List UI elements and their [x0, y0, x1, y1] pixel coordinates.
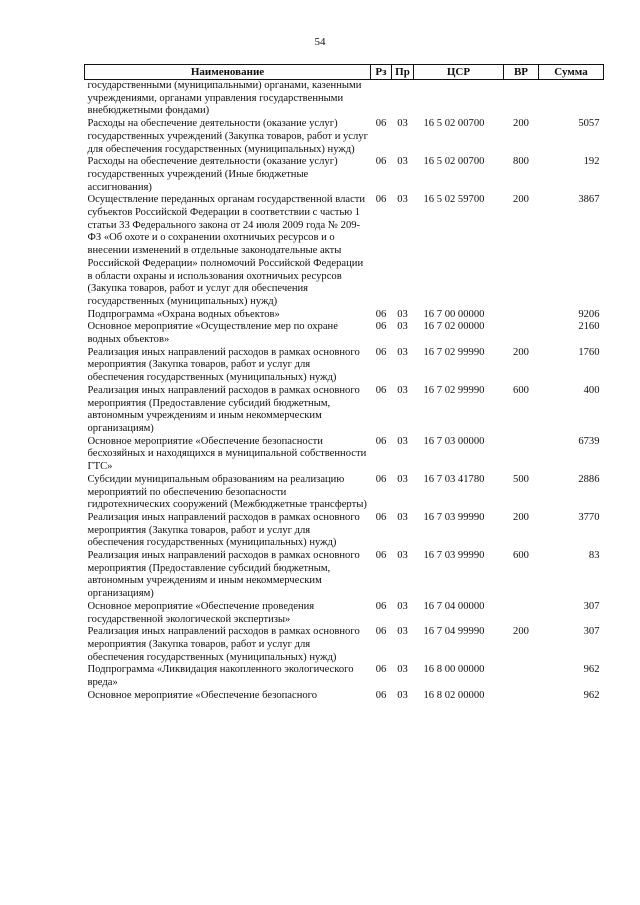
- cell-sum: 400: [583, 384, 600, 396]
- cell-csr: 16 7 03 41780: [423, 473, 485, 485]
- table-row: [85, 80, 604, 119]
- cell-name: Расходы на обеспечение деятельности (оказание услуг) государственных учреждений (Закупка товаров, работ и услуг для обеспечения государственных (муниципальных) нужд): [87, 118, 368, 155]
- cell-pr: 03: [397, 321, 408, 333]
- cell-name: Реализация иных направлений расходов в рамках основного мероприятия (Закупка товаров, работ и услуг для обеспечения государственных (муниципальных) нужд): [87, 346, 360, 384]
- cell-sum: 962: [583, 664, 600, 676]
- cell-name: Реализация иных направлений расходов в рамках основного мероприятия (Предоставление субсидий бюджетным, автономным учреждениям и иным некоммерческим организациям): [87, 384, 360, 434]
- cell-sum: [539, 80, 604, 119]
- cell-vr: [504, 309, 539, 322]
- cell-csr: [414, 80, 504, 119]
- cell-sum: 307: [583, 626, 600, 638]
- cell-rz: 06: [375, 118, 387, 130]
- cell-name: Расходы на обеспечение деятельности (оказание услуг) государственных учреждений (Иные бюджетные ассигнования): [87, 156, 338, 193]
- cell-sum: 2160: [578, 321, 600, 333]
- cell-name: Подпрограмма «Охрана водных объектов»: [87, 308, 280, 320]
- cell-csr: 16 7 03 00000: [423, 435, 485, 447]
- cell-pr: 03: [397, 194, 408, 206]
- table-row: [85, 664, 604, 689]
- header-csr: ЦСР: [414, 65, 504, 80]
- cell-vr: [504, 690, 539, 703]
- cell-pr: 03: [397, 118, 408, 130]
- cell-vr: 600: [513, 384, 529, 396]
- cell-vr: 200: [513, 118, 529, 130]
- cell-sum: 962: [583, 689, 600, 701]
- cell-pr: 03: [397, 689, 408, 701]
- cell-rz: 06: [375, 194, 387, 206]
- cell-sum: 192: [583, 156, 600, 168]
- table-row: [85, 601, 604, 626]
- table-header: [85, 65, 604, 80]
- cell-sum: 307: [583, 600, 600, 612]
- cell-pr: 03: [397, 384, 408, 396]
- table-row: [85, 550, 604, 601]
- cell-rz: 06: [375, 321, 387, 333]
- cell-pr: 03: [397, 550, 408, 562]
- cell-rz: [371, 80, 392, 119]
- table-row: [85, 626, 604, 664]
- cell-csr: 16 5 02 59700: [423, 194, 485, 206]
- cell-csr: 16 7 03 99990: [423, 550, 485, 562]
- table-row: [85, 156, 604, 194]
- cell-name: Основное мероприятие «Обеспечение безопасного: [87, 689, 318, 701]
- header-rz: Рз: [371, 65, 392, 80]
- table-body: [85, 80, 604, 703]
- table-row: [85, 385, 604, 436]
- cell-rz: 06: [375, 689, 387, 701]
- cell-vr: [504, 80, 539, 119]
- cell-vr: [504, 321, 539, 346]
- cell-vr: 200: [513, 626, 529, 638]
- cell-rz: 06: [375, 626, 387, 638]
- cell-pr: 03: [397, 473, 408, 485]
- cell-vr: [504, 436, 539, 474]
- cell-csr: 16 8 02 00000: [423, 689, 485, 701]
- cell-pr: [392, 80, 414, 119]
- table-row: [85, 436, 604, 474]
- cell-csr: 16 5 02 00700: [423, 118, 485, 130]
- cell-csr: 16 7 02 00000: [423, 321, 485, 333]
- cell-pr: 03: [397, 600, 408, 612]
- cell-sum: 3770: [578, 511, 600, 523]
- header-name: Наименование: [85, 65, 371, 80]
- cell-pr: 03: [397, 308, 408, 320]
- cell-rz: 06: [375, 550, 387, 562]
- cell-vr: [504, 664, 539, 689]
- cell-csr: 16 8 00 00000: [423, 664, 485, 676]
- table-row: [85, 690, 604, 703]
- table-row: [85, 512, 604, 550]
- cell-csr: 16 7 03 99990: [423, 511, 485, 523]
- cell-name: государственными (муниципальными) органами, казенными учреждениями, органами управления государственными внебюджетными фондами): [87, 80, 362, 117]
- budget-table: [84, 64, 604, 702]
- cell-name: Основное мероприятие «Обеспечение безопасности бесхозяйных и находящихся в муниципальной собственности ГТС»: [87, 435, 367, 473]
- header-row: [85, 65, 604, 80]
- cell-vr: 800: [513, 156, 529, 168]
- cell-pr: 03: [397, 435, 408, 447]
- table-row: [85, 347, 604, 385]
- cell-vr: 500: [513, 473, 529, 485]
- cell-csr: 16 7 02 99990: [423, 384, 485, 396]
- header-pr: Пр: [392, 65, 414, 80]
- table-row: [85, 321, 604, 346]
- cell-sum: 5057: [578, 118, 600, 130]
- cell-vr: [504, 601, 539, 626]
- cell-sum: 83: [588, 550, 600, 562]
- cell-rz: 06: [375, 156, 387, 168]
- table-row: [85, 118, 604, 156]
- cell-name: Подпрограмма «Ликвидация накопленного экологического вреда»: [87, 664, 354, 689]
- cell-csr: 16 7 04 99990: [423, 626, 485, 638]
- cell-rz: 06: [375, 384, 387, 396]
- cell-csr: 16 7 04 00000: [423, 600, 485, 612]
- cell-vr: 600: [513, 550, 529, 562]
- table-row: [85, 309, 604, 322]
- cell-pr: 03: [397, 664, 408, 676]
- table-row: [85, 194, 604, 308]
- cell-name: Основное мероприятие «Обеспечение проведения государственной экологической экспертизы»: [87, 600, 315, 625]
- cell-csr: 16 7 00 00000: [423, 308, 485, 320]
- cell-vr: 200: [513, 511, 529, 523]
- header-vr: ВР: [504, 65, 539, 80]
- cell-rz: 06: [375, 435, 387, 447]
- cell-name: Реализация иных направлений расходов в рамках основного мероприятия (Предоставление субсидий бюджетным, автономным учреждениям и иным некоммерческим организациям): [87, 550, 360, 600]
- cell-rz: 06: [375, 473, 387, 485]
- cell-csr: 16 7 02 99990: [423, 346, 485, 358]
- cell-name: Осуществление переданных органам государственной власти субъектов Российской Федерации в соответствии с частью 1 статьи 33 Федерального закона от 24 июля 2009 года № 209-ФЗ «Об охоте и о сохранении охотничьих ресурсов и о внесении изменений в отдельные законодательные акты Российской Федерации» полномочий Российской Федерации в области охраны и использования охотничьих ресурсов (Закупка товаров, работ и услуг для обеспечения государственных (муниципальных) нужд): [87, 194, 366, 307]
- cell-name: Основное мероприятие «Осуществление мер по охране водных объектов»: [87, 321, 338, 346]
- cell-rz: 06: [375, 600, 387, 612]
- cell-name: Реализация иных направлений расходов в рамках основного мероприятия (Закупка товаров, работ и услуг для обеспечения государственных (муниципальных) нужд): [87, 626, 360, 663]
- cell-csr: 16 5 02 00700: [423, 156, 485, 168]
- header-sum: Сумма: [539, 65, 604, 80]
- cell-vr: 200: [513, 346, 529, 358]
- cell-sum: 3867: [578, 194, 600, 206]
- cell-name: Реализация иных направлений расходов в рамках основного мероприятия (Закупка товаров, работ и услуг для обеспечения государственных (муниципальных) нужд): [87, 511, 360, 549]
- cell-vr: 200: [513, 194, 529, 206]
- cell-sum: 9206: [578, 308, 600, 320]
- cell-pr: 03: [397, 626, 408, 638]
- budget-table-container: [84, 64, 604, 702]
- page-number: 54: [314, 36, 326, 48]
- cell-name: Субсидии муниципальным образованиям на реализацию мероприятий по обеспечению безопасности гидротехнических сооружений (Межбюджетные трансферты): [87, 473, 367, 511]
- table-row: [85, 474, 604, 512]
- cell-pr: 03: [397, 156, 408, 168]
- cell-sum: 2886: [578, 473, 600, 485]
- cell-sum: 1760: [578, 346, 600, 358]
- cell-rz: 06: [375, 511, 387, 523]
- cell-pr: 03: [397, 346, 408, 358]
- cell-rz: 06: [375, 664, 387, 676]
- cell-rz: 06: [375, 346, 387, 358]
- cell-pr: 03: [397, 511, 408, 523]
- cell-sum: 6739: [578, 435, 600, 447]
- cell-rz: 06: [375, 308, 387, 320]
